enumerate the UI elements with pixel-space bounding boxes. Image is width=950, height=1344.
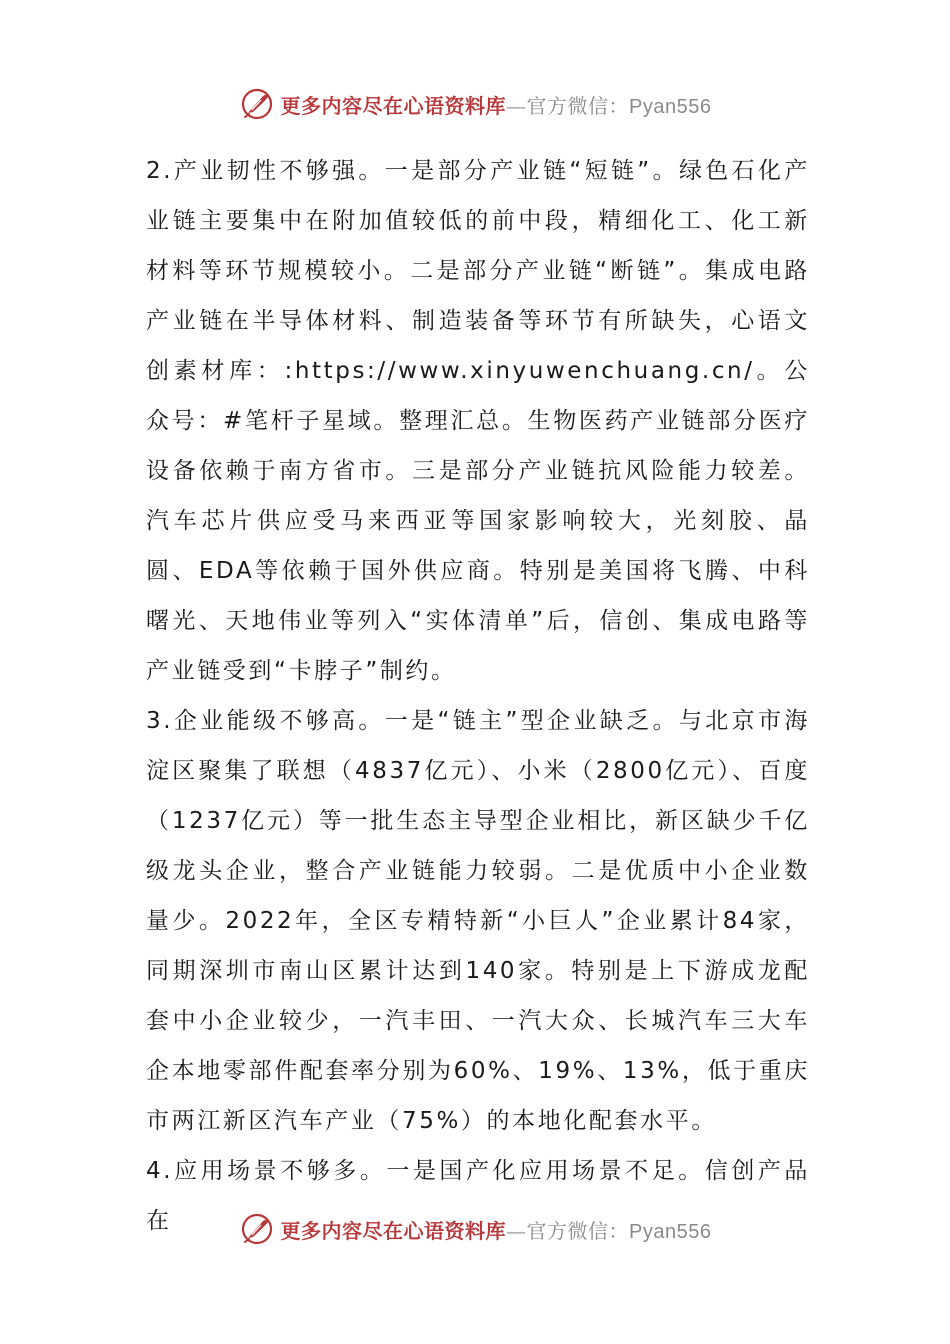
footer-banner	[0, 1209, 950, 1249]
paragraph-industry-resilience: 2.产业韧性不够强。一是部分产业链“短链”。绿色石化产业链主要集中在附加值较低的前中段，精细化工、化工新材料等环节规模较小。二是部分产业链“断链”。集成电路产业链在半导体材料、制造装备等环节有所缺失，心语文创素材库：:https://www.xinyuwenchuang.cn/。公众号：#笔杆子星域。整理汇总。生物医药产业链部分医疗设备依赖于南方省市。三是部分产业链抗风险能力较差。汽车芯片供应受马来西亚等国家影响较大，光刻胶、晶圆、EDA等依赖于国外供应商。特别是美国将飞腾、中科曙光、天地伟业等列入“实体清单”后，信创、集成电路等产业链受到“卡脖子”制约。	[146, 158, 810, 684]
quill-pen-logo-icon	[239, 1211, 275, 1247]
paragraph-enterprise-level: 3.企业能级不够高。一是“链主”型企业缺乏。与北京市海淀区聚集了联想（4837亿元）、小米（2800亿元）、百度（1237亿元）等一批生态主导型企业相比，新区缺少千亿级龙头企业，整合产业链能力较弱。二是优质中小企业数量少。2022年，全区专精特新“小巨人”企业累计84家，同期深圳市南山区累计达到140家。特别是上下游成龙配套中小企业较少，一汽丰田、一汽大众、长城汽车三大车企本地零部件配套率分别为60%、19%、13%，低于重庆市两江新区汽车产业（75%）的本地化配套水平。	[146, 708, 810, 1134]
paragraph-application-scenarios: 4.应用场景不够多。一是国产化应用场景不足。信创产品在	[146, 1158, 810, 1234]
footer-wechat-id: Pyan556	[629, 1220, 712, 1243]
footer-dash: —	[506, 1218, 527, 1243]
header-banner-text	[281, 90, 712, 119]
document-body	[146, 146, 810, 1246]
header-wechat-id: Pyan556	[629, 95, 712, 118]
quill-pen-logo-icon	[239, 86, 275, 122]
footer-official-label: 官方微信：	[526, 1218, 630, 1243]
footer-banner-text	[281, 1215, 712, 1244]
header-brand-text: 更多内容尽在心语资料库	[280, 93, 507, 118]
header-official-label: 官方微信：	[526, 93, 630, 118]
header-dash: —	[506, 93, 527, 118]
footer-brand-text: 更多内容尽在心语资料库	[280, 1218, 507, 1243]
header-banner	[0, 84, 950, 124]
